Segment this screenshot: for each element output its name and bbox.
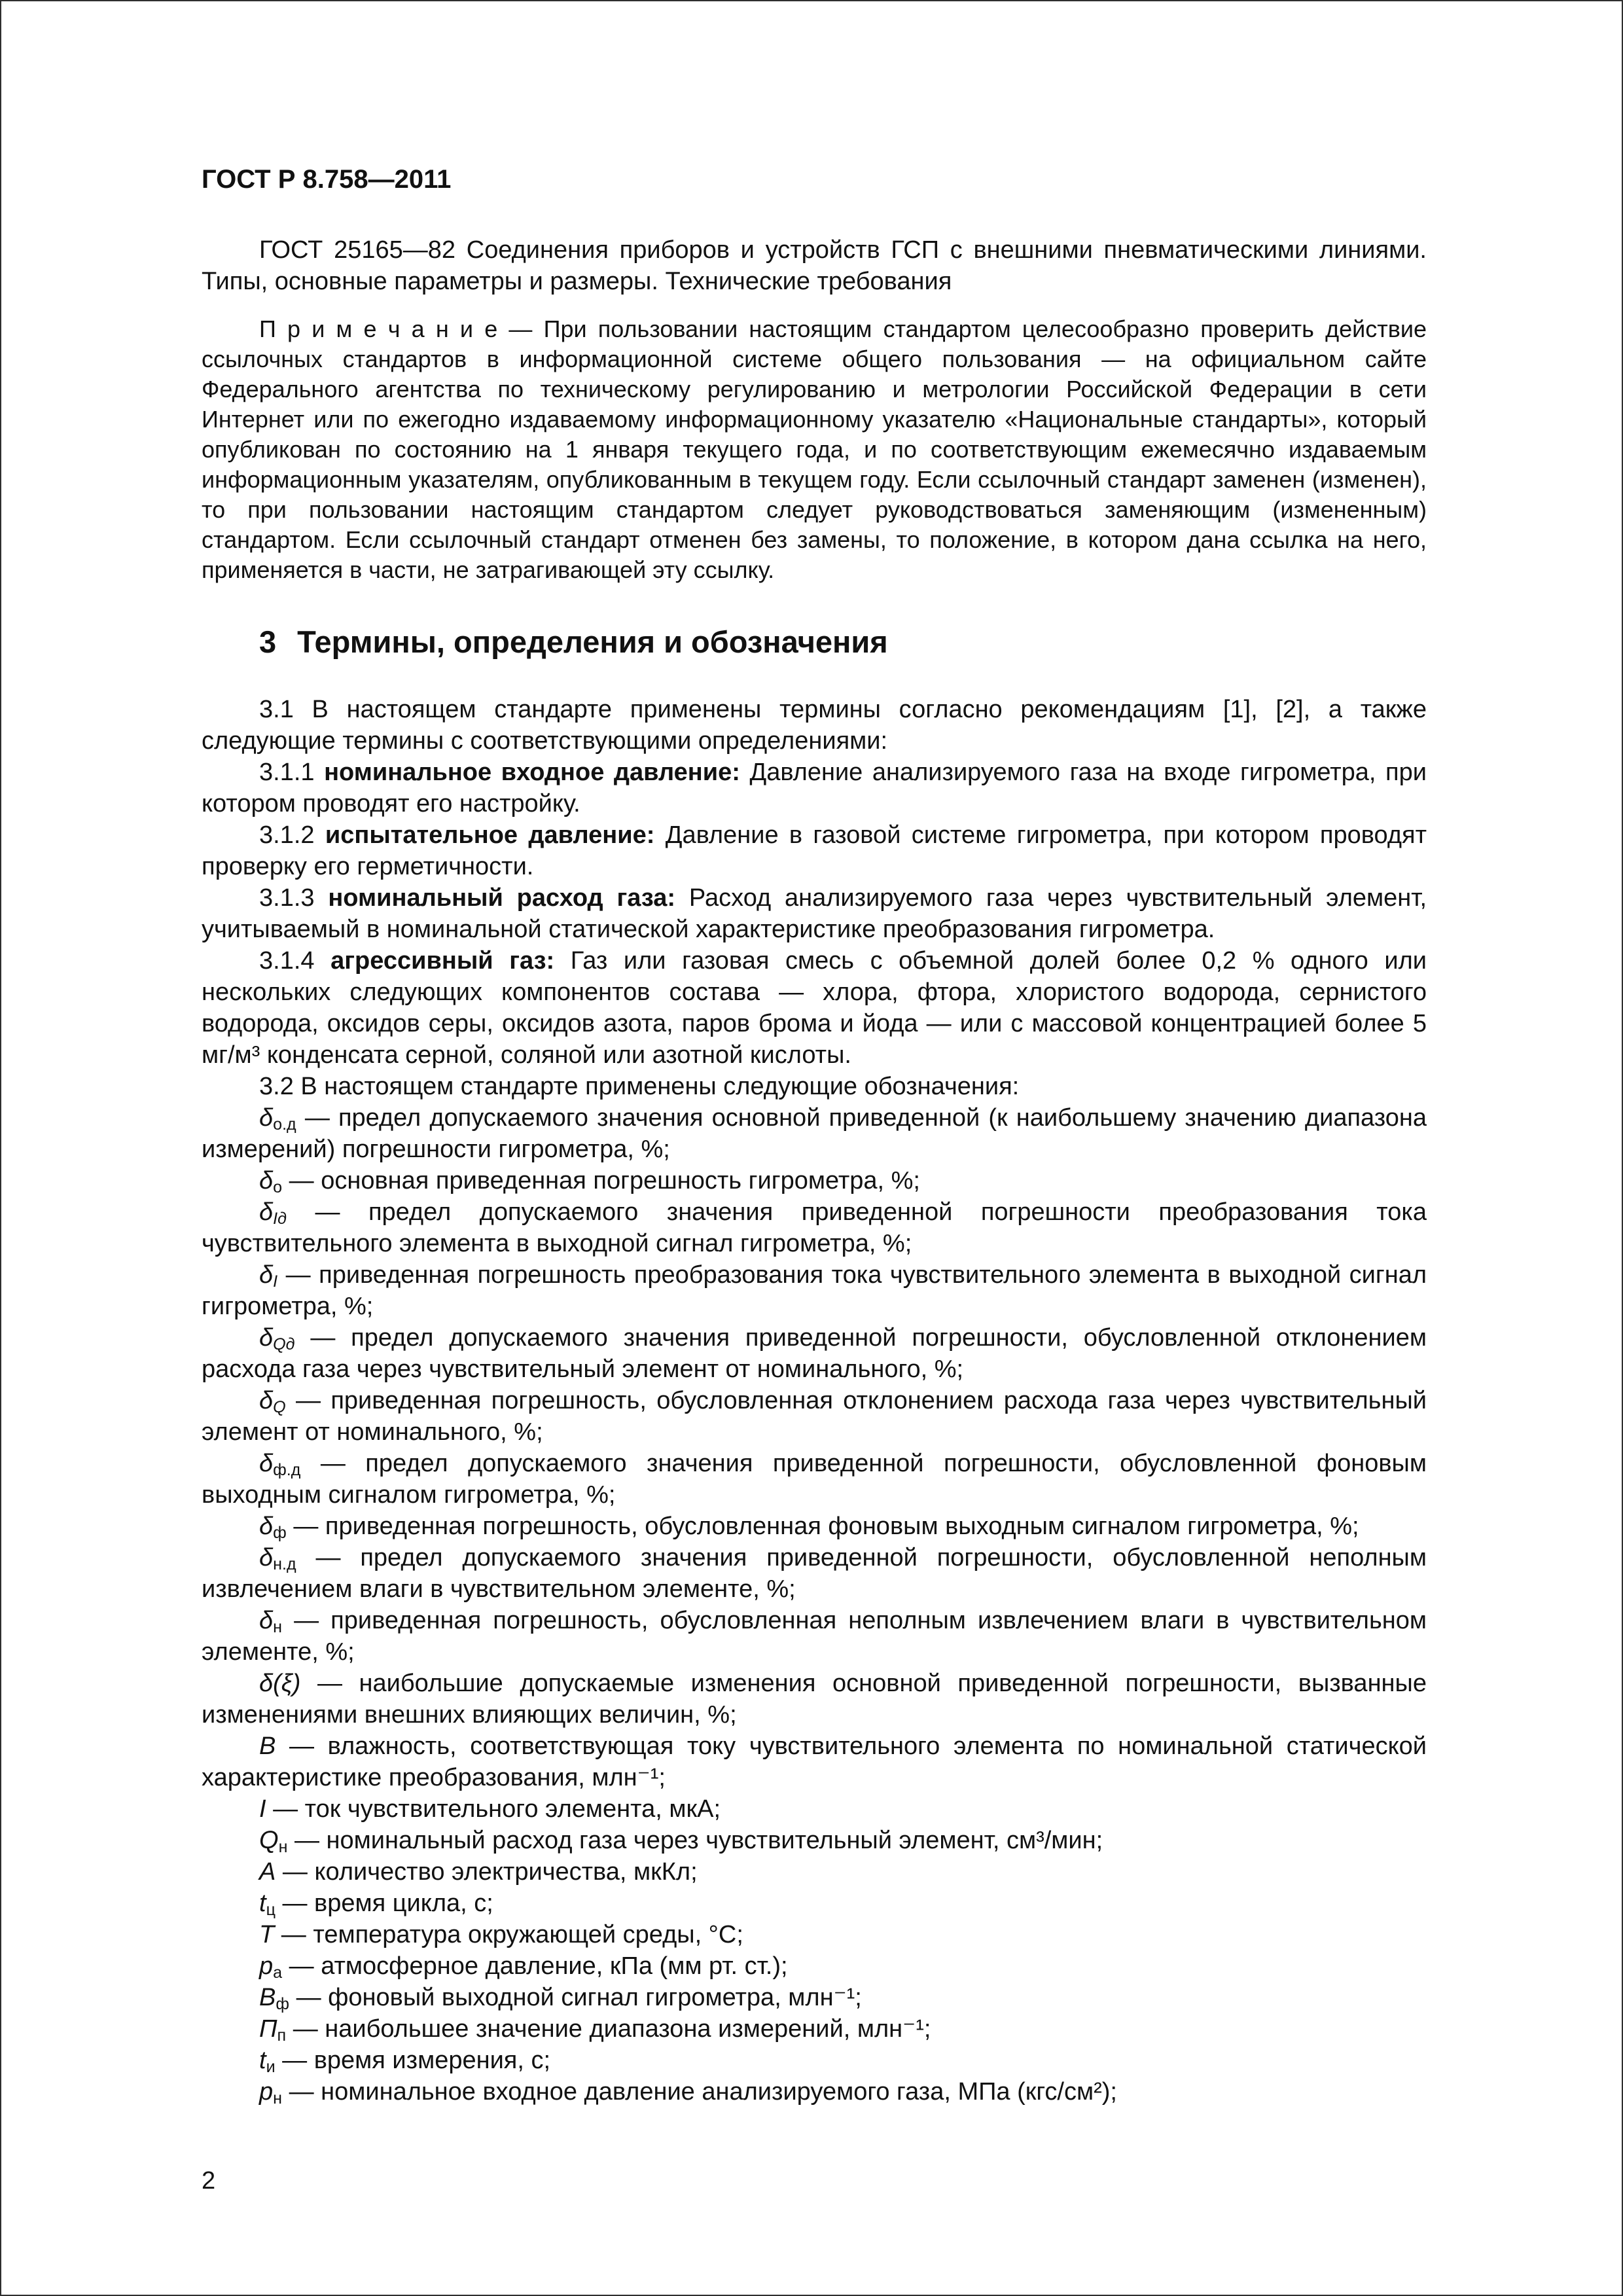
term-definition: [202, 757, 1427, 819]
term-text: Давление анализируемого газа на входе гигрометра, при котором проводят его настройку.: [202, 759, 1427, 817]
symbol-subscript: а: [273, 1964, 283, 1982]
symbol-subscript: н: [278, 1838, 288, 1857]
symbol: δ: [259, 1387, 274, 1414]
clause-number: 3.1: [259, 696, 294, 723]
designation-item: [202, 1731, 1427, 1793]
term-number: 3.1.3: [259, 884, 315, 912]
symbol-subscript: о.д: [273, 1115, 296, 1134]
designation-item: [202, 1448, 1427, 1511]
designation-text: — номинальное входное давление анализируемого газа, МПа (кгс/см²);: [289, 2078, 1117, 2106]
symbol: δ: [259, 1167, 274, 1194]
designation-text: — предел допускаемого значения приведенной погрешности преобразования тока чувствительного элемента в выходной сигнал гигрометра, %;: [202, 1198, 1427, 1257]
section-heading: [202, 623, 1427, 661]
designation-text: — количество электричества, мкКл;: [282, 1858, 698, 1886]
note-paragraph: [202, 314, 1427, 585]
designation-text: — предел допускаемого значения основной приведенной (к наибольшему значению диапазона измерений) погрешности гигрометра, %;: [202, 1104, 1427, 1163]
designation-text: — приведенная погрешность преобразования тока чувствительного элемента в выходной сигнал гигрометра, %;: [202, 1261, 1427, 1320]
symbol: δ: [259, 1198, 274, 1226]
symbol: δ: [259, 1607, 274, 1634]
clause-number: 3.2: [259, 1073, 294, 1100]
paragraph-3-1: [202, 694, 1427, 757]
symbol: Q: [259, 1827, 279, 1854]
designation-item: [202, 1668, 1427, 1731]
term-number: 3.1.1: [259, 759, 315, 786]
note-text: — При пользовании настоящим стандартом целесообразно проверить действие ссылочных стандартов в информационной системе общего пользования — на официальном сайте Федерального агентства по техническому регулированию и метрологии Российской Федерации в сети Интернет или по ежегодно издаваемому информационному указателю «Национальные стандарты», который опубликован по состоянию на 1 января текущего года, и по соответствующим ежемесячно издаваемым информационным указателям, опубликованным в текущем году. Если ссылочный стандарт заменен (изменен), то при пользовании настоящим стандартом следует руководствоваться заменяющим (измененным) стандартом. Если ссылочный стандарт отменен без замены, то положение, в котором дана ссылка на него, применяется в части, не затрагивающей эту ссылку.: [202, 315, 1427, 583]
clause-text: В настоящем стандарте применены следующие обозначения:: [300, 1073, 1020, 1100]
term-definition: [202, 882, 1427, 945]
term-label: номинальный расход газа:: [328, 884, 676, 912]
symbol-subscript: ф: [273, 1524, 287, 1543]
designation-item: [202, 2045, 1427, 2076]
section-number: 3: [259, 624, 277, 659]
designation-item: [202, 1825, 1427, 1856]
designation-item: [202, 1322, 1427, 1385]
designation-text: — приведенная погрешность, обусловленная фоновым выходным сигналом гигрометра, %;: [293, 1513, 1359, 1540]
designation-item: [202, 1856, 1427, 1888]
document-body: [202, 234, 1427, 2108]
designation-item: [202, 1888, 1427, 1919]
symbol: δ: [259, 1450, 274, 1477]
designation-item: [202, 1542, 1427, 1605]
designation-item: [202, 1605, 1427, 1668]
designation-item: [202, 2013, 1427, 2045]
term-number: 3.1.2: [259, 821, 315, 849]
symbol-subscript: I: [273, 1272, 278, 1291]
designation-text: — номинальный расход газа через чувствительный элемент, см³/мин;: [294, 1827, 1103, 1854]
designation-text: — наибольшее значение диапазона измерений, млн⁻¹;: [293, 2015, 931, 2043]
symbol: δ: [259, 1261, 274, 1289]
symbol-subscript: п: [277, 2026, 287, 2045]
term-text: Расход анализируемого газа через чувствительный элемент, учитываемый в номинальной статической характеристике преобразования гигрометра.: [202, 884, 1427, 943]
terms-list: [202, 757, 1427, 1071]
symbol: B: [259, 1732, 276, 1760]
symbol: t: [259, 2047, 266, 2074]
symbol: П: [259, 2015, 277, 2043]
designation-text: — фоновый выходной сигнал гигрометра, млн⁻¹;: [296, 1984, 862, 2011]
designation-text: — основная приведенная погрешность гигрометра, %;: [289, 1167, 920, 1194]
note-label: П р и м е ч а н и е: [259, 315, 498, 342]
term-definition: [202, 945, 1427, 1071]
symbol-subscript: н: [273, 2089, 282, 2108]
designation-text: — предел допускаемого значения приведенной погрешности, обусловленной неполным извлечением влаги в чувствительном элементе, %;: [202, 1544, 1427, 1603]
designations-list: [202, 1102, 1427, 2108]
designation-text: — приведенная погрешность, обусловленная отклонением расхода газа через чувствительный элемент от номинального, %;: [202, 1387, 1427, 1446]
symbol-subscript: н.д: [273, 1555, 296, 1574]
designation-text: — время измерения, с;: [282, 2047, 551, 2074]
symbol: δ: [259, 1104, 274, 1132]
term-label: испытательное давление:: [325, 821, 655, 849]
symbol: δ: [259, 1544, 274, 1571]
page-number: 2: [202, 2167, 216, 2195]
designation-item: [202, 1950, 1427, 1982]
clause-text: В настоящем стандарте применены термины согласно рекомендациям [1], [2], а также следующие термины с соответствующими определениями:: [202, 696, 1427, 755]
designation-text: — атмосферное давление, кПа (мм рт. ст.);: [289, 1952, 788, 1980]
symbol: A: [259, 1858, 276, 1886]
paragraph-3-2: [202, 1071, 1427, 1102]
designation-text: — ток чувствительного элемента, мкА;: [273, 1795, 721, 1823]
symbol-subscript: Q: [273, 1398, 286, 1417]
symbol: I: [259, 1795, 266, 1823]
symbol: T: [259, 1921, 275, 1948]
designation-text: — предел допускаемого значения приведенной погрешности, обусловленной фоновым выходным сигналом гигрометра, %;: [202, 1450, 1427, 1509]
designation-item: [202, 1102, 1427, 1165]
section-title: Термины, определения и обозначения: [297, 624, 888, 659]
designation-item: [202, 1259, 1427, 1322]
designation-item: [202, 1196, 1427, 1259]
term-label: номинальное входное давление:: [324, 759, 740, 786]
symbol: δ: [259, 1513, 274, 1540]
symbol: t: [259, 1890, 266, 1917]
symbol: p: [259, 2078, 274, 2106]
designation-text: — наибольшие допускаемые изменения основной приведенной погрешности, вызванные изменениями внешних влияющих величин, %;: [202, 1670, 1427, 1729]
symbol-subscript: н: [273, 1618, 282, 1637]
designation-item: [202, 1511, 1427, 1542]
term-definition: [202, 819, 1427, 882]
term-text: Газ или газовая смесь с объемной долей более 0,2 % одного или нескольких следующих компонентов состава — хлора, фтора, хлористого водорода, сернистого водорода, оксидов серы, оксидов азота, паров брома и йода — или с массовой концентрацией более 5 мг/м³ конденсата серной, соляной или азотной кислоты.: [202, 947, 1427, 1069]
symbol-subscript: Qд: [273, 1335, 295, 1354]
designation-item: [202, 1385, 1427, 1448]
designation-item: [202, 1919, 1427, 1950]
designation-text: — предел допускаемого значения приведенной погрешности, обусловленной отклонением расхода газа через чувствительный элемент от номинального, %;: [202, 1324, 1427, 1383]
designation-item: [202, 1165, 1427, 1196]
symbol: δ: [259, 1324, 274, 1352]
designation-text: — приведенная погрешность, обусловленная неполным извлечением влаги в чувствительном элементе, %;: [202, 1607, 1427, 1666]
designation-text: — влажность, соответствующая току чувствительного элемента по номинальной статической характеристике преобразования, млн⁻¹;: [202, 1732, 1427, 1791]
term-text: Давление в газовой системе гигрометра, при котором проводят проверку его герметичности.: [202, 821, 1427, 880]
term-label: агрессивный газ:: [330, 947, 555, 975]
reference-paragraph: ГОСТ 25165—82 Соединения приборов и устройств ГСП с внешними пневматическими линиями. Типы, основные параметры и размеры. Технические требования: [202, 236, 1427, 295]
designation-text: — время цикла, с;: [282, 1890, 493, 1917]
symbol-subscript: ф: [276, 1995, 289, 2014]
designation-item: [202, 1982, 1427, 2013]
designation-item: [202, 2076, 1427, 2108]
symbol-subscript: и: [266, 2058, 276, 2077]
symbol-subscript: ц: [266, 1901, 276, 1920]
symbol-subscript: ф.д: [273, 1461, 301, 1480]
symbol-subscript: Iд: [273, 1210, 287, 1229]
symbol: p: [259, 1952, 274, 1980]
designation-item: [202, 1793, 1427, 1825]
term-number: 3.1.4: [259, 947, 315, 975]
doc-header: ГОСТ Р 8.758—2011: [202, 165, 452, 194]
symbol: B: [259, 1984, 276, 2011]
symbol: δ(ξ): [259, 1670, 301, 1697]
symbol-subscript: о: [273, 1178, 283, 1197]
designation-text: — температура окружающей среды, °С;: [281, 1921, 743, 1948]
